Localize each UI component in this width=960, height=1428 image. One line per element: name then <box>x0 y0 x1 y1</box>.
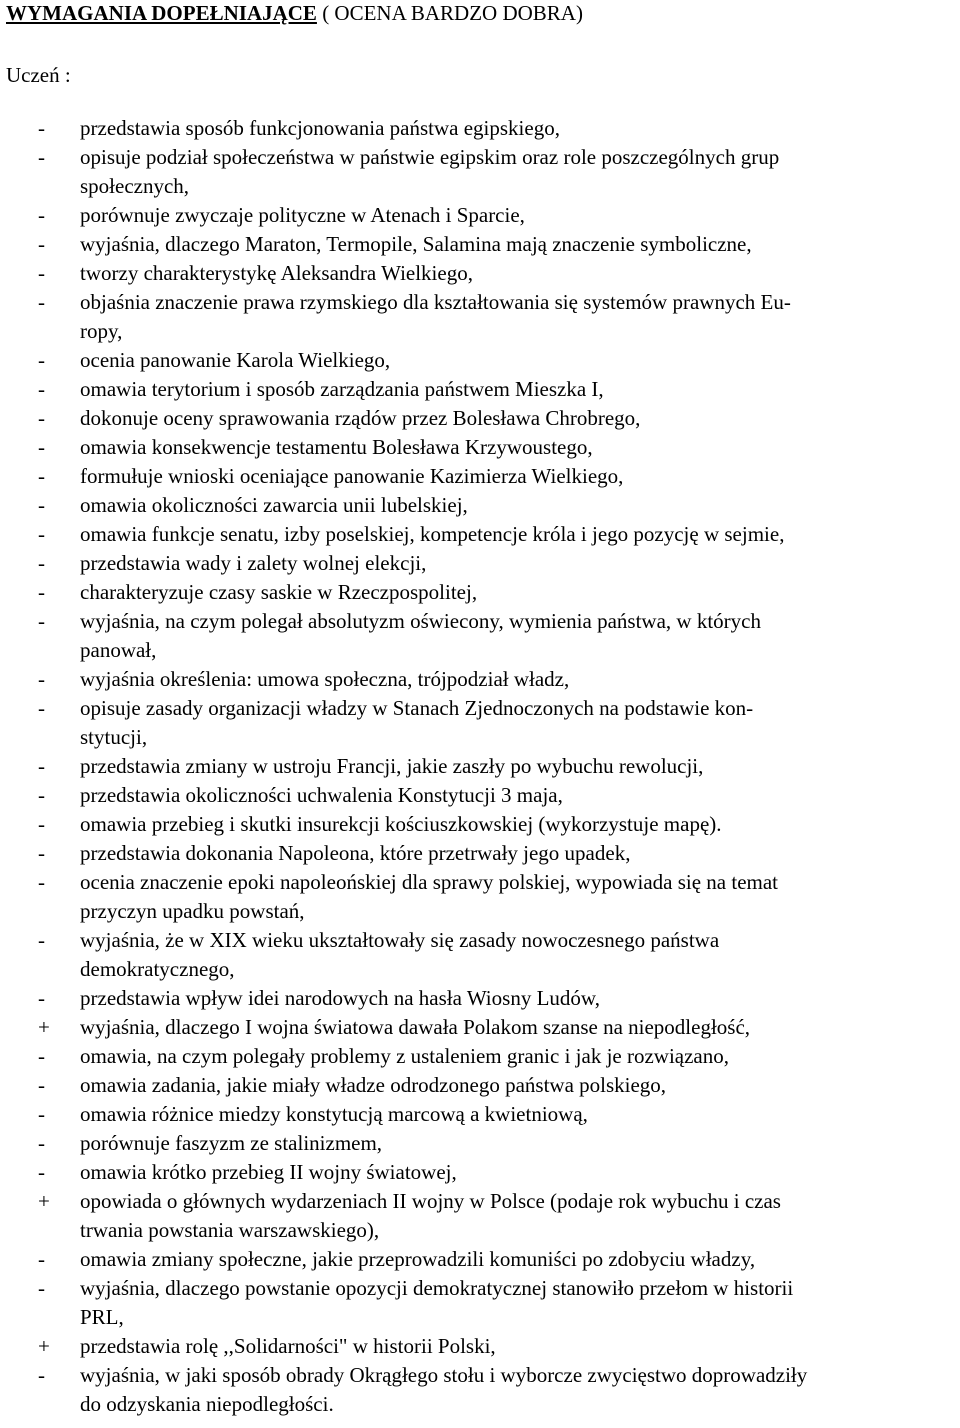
list-item <box>0 491 960 520</box>
list-item-text: przedstawia zmiany w ustroju Francji, jakie zaszły po wybuchu rewolucji, <box>80 754 704 778</box>
list-item-bullet: - <box>38 1247 45 1271</box>
list-item <box>0 520 960 549</box>
list-item <box>0 984 960 1013</box>
list-item-text: opisuje podział społeczeństwa w państwie egipskim oraz role poszczególnych grup społecznych, <box>80 145 780 198</box>
list-item <box>0 1361 960 1419</box>
list-item-text: omawia różnice miedzy konstytucją marcową a kwietniową, <box>80 1102 588 1126</box>
list-item-text: wyjaśnia, na czym polegał absolutyzm oświecony, wymienia państwa, w których panował, <box>80 609 761 662</box>
list-item-text: objaśnia znaczenie prawa rzymskiego dla kształtowania się systemów prawnych Eu- ropy, <box>80 290 791 343</box>
list-item <box>0 1274 960 1332</box>
list-item-bullet: - <box>38 435 45 459</box>
list-item-bullet: - <box>38 464 45 488</box>
list-item <box>0 1158 960 1187</box>
list-item <box>0 1013 960 1042</box>
list-item-bullet: - <box>38 928 45 952</box>
list-item-bullet: - <box>38 1102 45 1126</box>
list-item-bullet: - <box>38 1160 45 1184</box>
list-item <box>0 143 960 201</box>
list-item-bullet: - <box>38 406 45 430</box>
list-item-bullet: - <box>38 290 45 314</box>
list-item <box>0 752 960 781</box>
list-item <box>0 288 960 346</box>
list-item <box>0 259 960 288</box>
list-item-text: ocenia znaczenie epoki napoleońskiej dla sprawy polskiej, wypowiada się na temat przyczyn upadku powstań, <box>80 870 779 923</box>
list-item-text: omawia przebieg i skutki insurekcji kościuszkowskiej (wykorzystuje mapę). <box>80 812 722 836</box>
list-item-text: porównuje faszyzm ze stalinizmem, <box>80 1131 383 1155</box>
list-item <box>0 1332 960 1361</box>
list-item <box>0 346 960 375</box>
list-item-bullet: - <box>38 609 45 633</box>
list-item-text: omawia funkcje senatu, izby poselskiej, kompetencje króla i jego pozycję w sejmie, <box>80 522 785 546</box>
list-item-text: przedstawia rolę ,,Solidarności" w historii Polski, <box>80 1334 496 1358</box>
list-item <box>0 114 960 143</box>
list-item-text: omawia zmiany społeczne, jakie przeprowadzili komuniści po zdobyciu władzy, <box>80 1247 756 1271</box>
list-item-bullet: - <box>38 522 45 546</box>
list-item-text: wyjaśnia, dlaczego Maraton, Termopile, Salamina mają znaczenie symboliczne, <box>80 232 752 256</box>
list-item <box>0 665 960 694</box>
list-item-text: wyjaśnia określenia: umowa społeczna, trójpodział władz, <box>80 667 570 691</box>
list-item <box>0 462 960 491</box>
list-item <box>0 1187 960 1245</box>
list-item-bullet: - <box>38 696 45 720</box>
list-item <box>0 781 960 810</box>
list-item-bullet: - <box>38 551 45 575</box>
list-item-bullet: - <box>38 754 45 778</box>
list-item-text: omawia konsekwencje testamentu Bolesława Krzywoustego, <box>80 435 593 459</box>
list-item <box>0 404 960 433</box>
list-item-bullet: - <box>38 841 45 865</box>
list-item-text: dokonuje oceny sprawowania rządów przez Bolesława Chrobrego, <box>80 406 641 430</box>
list-item <box>0 1129 960 1158</box>
list-item-text: opowiada o głównych wydarzeniach II wojny w Polsce (podaje rok wybuchu i czas trwania powstania warszawskiego), <box>80 1189 781 1242</box>
list-item-bullet: - <box>38 377 45 401</box>
list-item-bullet: - <box>38 580 45 604</box>
list-item-text: omawia okoliczności zawarcia unii lubelskiej, <box>80 493 468 517</box>
list-item <box>0 578 960 607</box>
list-item <box>0 375 960 404</box>
list-item-bullet: + <box>38 1189 50 1213</box>
list-item-text: przedstawia okoliczności uchwalenia Konstytucji 3 maja, <box>80 783 563 807</box>
list-item-text: przedstawia wpływ idei narodowych na hasła Wiosny Ludów, <box>80 986 600 1010</box>
requirements-list <box>0 114 960 1419</box>
list-item <box>0 1245 960 1274</box>
list-item-bullet: - <box>38 783 45 807</box>
list-item <box>0 926 960 984</box>
list-item-text: omawia zadania, jakie miały władze odrodzonego państwa polskiego, <box>80 1073 667 1097</box>
list-item <box>0 810 960 839</box>
heading-subtitle: ( OCENA BARDZO DOBRA) <box>316 1 583 25</box>
list-item-text: wyjaśnia, dlaczego powstanie opozycji demokratycznej stanowiło przełom w historii PRL, <box>80 1276 794 1329</box>
list-item-text: charakteryzuje czasy saskie w Rzeczpospolitej, <box>80 580 478 604</box>
list-item-text: przedstawia sposób funkcjonowania państwa egipskiego, <box>80 116 560 140</box>
list-item-bullet: - <box>38 203 45 227</box>
list-item-bullet: - <box>38 232 45 256</box>
list-item-text: przedstawia wady i zalety wolnej elekcji, <box>80 551 427 575</box>
list-item-text: opisuje zasady organizacji władzy w Stanach Zjednoczonych na podstawie kon- stytucji, <box>80 696 754 749</box>
list-item-bullet: - <box>38 1363 45 1387</box>
list-item <box>0 868 960 926</box>
list-item-bullet: - <box>38 1276 45 1300</box>
list-item-text: wyjaśnia, w jaki sposób obrady Okrągłego stołu i wyborcze zwycięstwo doprowadziły do odzyskania niepodległości. <box>80 1363 808 1416</box>
list-item <box>0 694 960 752</box>
heading-title: WYMAGANIA DOPEŁNIAJĄCE <box>6 1 317 25</box>
list-item <box>0 839 960 868</box>
list-item-text: wyjaśnia, dlaczego I wojna światowa dawała Polakom szanse na niepodległość, <box>80 1015 751 1039</box>
list-item-bullet: - <box>38 812 45 836</box>
list-item <box>0 230 960 259</box>
list-item-bullet: - <box>38 1044 45 1068</box>
list-item-bullet: - <box>38 493 45 517</box>
list-item-text: omawia, na czym polegały problemy z ustaleniem granic i jak je rozwiązano, <box>80 1044 730 1068</box>
list-item <box>0 201 960 230</box>
list-item-bullet: + <box>38 1334 50 1358</box>
list-item-bullet: - <box>38 348 45 372</box>
list-item-bullet: - <box>38 1131 45 1155</box>
list-item-bullet: - <box>38 116 45 140</box>
list-item-bullet: - <box>38 667 45 691</box>
list-item <box>0 433 960 462</box>
list-item-bullet: - <box>38 261 45 285</box>
list-item <box>0 607 960 665</box>
list-item-text: ocenia panowanie Karola Wielkiego, <box>80 348 391 372</box>
list-item-bullet: - <box>38 870 45 894</box>
list-item-text: omawia krótko przebieg II wojny światowej, <box>80 1160 457 1184</box>
list-item <box>0 1100 960 1129</box>
list-item-text: porównuje zwyczaje polityczne w Atenach i Sparcie, <box>80 203 525 227</box>
list-item-bullet: - <box>38 1073 45 1097</box>
list-item-bullet: - <box>38 145 45 169</box>
document-heading <box>6 0 583 26</box>
list-item <box>0 1042 960 1071</box>
list-item-text: przedstawia dokonania Napoleona, które przetrwały jego upadek, <box>80 841 631 865</box>
intro-line: Uczeń : <box>6 63 71 87</box>
list-item-text: tworzy charakterystykę Aleksandra Wielkiego, <box>80 261 473 285</box>
list-item-bullet: + <box>38 1015 50 1039</box>
list-item-text: formułuje wnioski oceniające panowanie Kazimierza Wielkiego, <box>80 464 624 488</box>
list-item-text: omawia terytorium i sposób zarządzania państwem Mieszka I, <box>80 377 604 401</box>
list-item <box>0 549 960 578</box>
list-item-text: wyjaśnia, że w XIX wieku ukształtowały się zasady nowoczesnego państwa demokratycznego, <box>80 928 720 981</box>
list-item-bullet: - <box>38 986 45 1010</box>
list-item <box>0 1071 960 1100</box>
